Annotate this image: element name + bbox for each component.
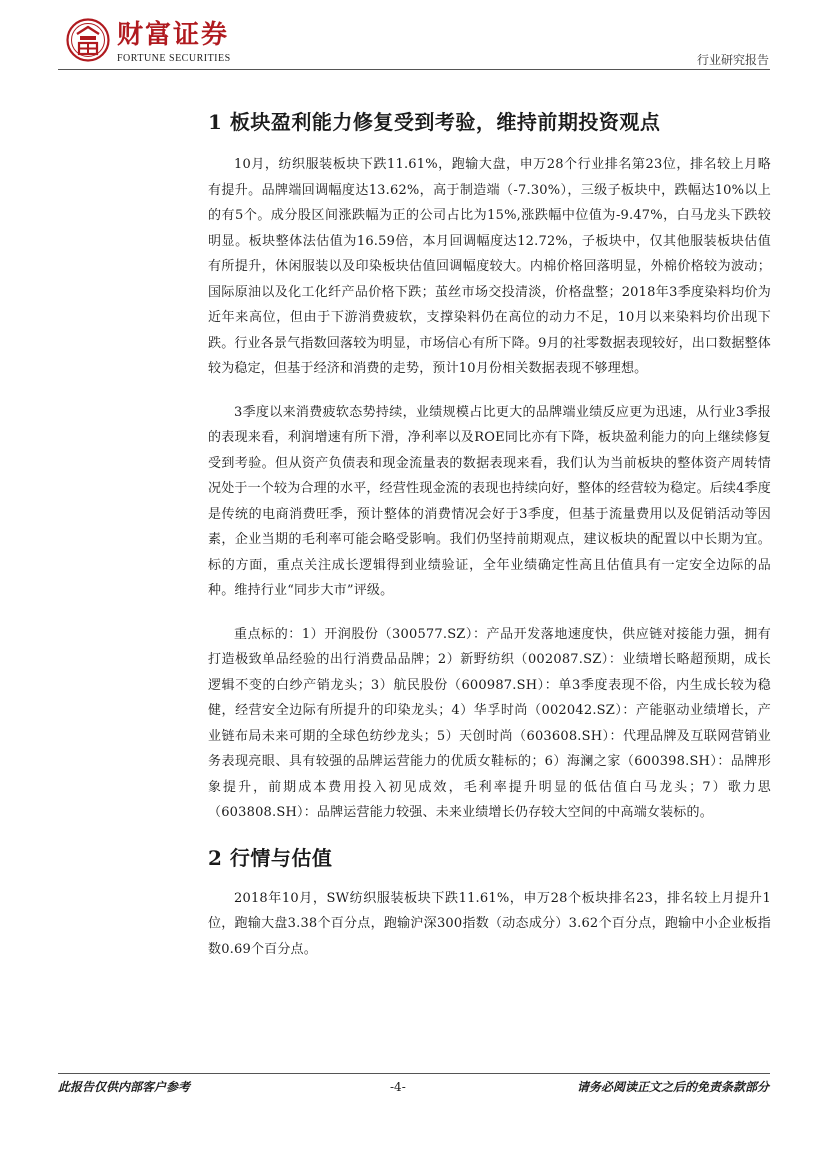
brand-name-cn: 财富证券 <box>117 20 230 50</box>
document-type-label: 行业研究报告 <box>696 53 769 67</box>
fortune-securities-logo-icon <box>66 18 110 62</box>
section-1-paragraph-2: 3季度以来消费疲软态势持续，业绩规模占比更大的品牌端业绩反应更为迅速，从行业3季报的表现来看，利润增速有所下滑，净利率以及ROE同比亦有下降，板块盈利能力的向上继续修复受到考验。但从资产负债表和现金流量表的数据表现来看，我们认为当前板块的整体资产周转情况处于一个较为合理的水平，经营性现金流的表现也持续向好，整体的经营较为稳定。后续4季度是传统的电商消费旺季，预计整体的消费情况会好于3季度，但基于流量费用以及促销活动等因素，企业当期的毛利率可能会略受影响。我们仍坚持前期观点，建议板块的配置以中长期为宜。标的方面，重点关注成长逻辑得到业绩验证，全年业绩确定性高且估值具有一定安全边际的品种。维持行业“同步大市”评级。 <box>208 404 771 598</box>
section-2-paragraph-1: 2018年10月，SW纺织服装板块下跌11.61%，申万28个板块排名23，排名较上月提升1位，跑输大盘3.38个百分点，跑输沪深300指数（动态成分）3.62个百分点，跑输中小企业板指数0.69个百分点。 <box>208 890 771 957</box>
section-1-paragraph-1: 10月，纺织服装板块下跌11.61%，跑输大盘，申万28个行业排名第23位，排名较上月略有提升。品牌端回调幅度达13.62%，高于制造端（-7.30%），三级子板块中，跌幅达10%以上的有5个。成分股区间涨跌幅为正的公司占比为15%,涨跌幅中位值为-9.47%，白马龙头下跌较明显。板块整体法估值为16.59倍，本月回调幅度达12.72%，子板块中，仅其他服装板块估值有所提升，休闲服装以及印染板块估值回调幅度较大。内棉价格回落明显，外棉价格较为波动；国际原油以及化工化纤产品价格下跌；茧丝市场交投清淡，价格盘整；2018年3季度染料均价为近年来高位，但由于下游消费疲软，支撑染料仍在高位的动力不足，10月以来染料均价出现下跌。行业各景气指数回落较为明显，市场信心有所下降。9月的社零数据表现较好，出口数据整体较为稳定，但基于经济和消费的走势，预计10月份相关数据表现不够理想。 <box>208 157 771 376</box>
section-1-paragraph-3: 重点标的：1）开润股份（300577.SZ）：产品开发落地速度快，供应链对接能力强，拥有打造极致单品经验的出行消费品品牌；2）新野纺织（002087.SZ）：业绩增长略超预期，成长逻辑不变的白纱产销龙头；3）航民股份（600987.SH）：单3季度表现不俗，内生成长较为稳健，经营安全边际有所提升的印染龙头；4）华孚时尚（002042.SZ）：产能驱动业绩增长，产业链布局未来可期的全球色纺纱龙头；5）天创时尚（603608.SH）：代理品牌及互联网营销业务表现亮眼、具有较强的品牌运营能力的优质女鞋标的；6）海澜之家（600398.SH）：品牌形象提升，前期成本费用投入初见成效，毛利率提升明显的低估值白马龙头；7）歌力思（603808.SH）：品牌运营能力较强、未来业绩增长仍存较大空间的中高端女装标的。 <box>208 626 771 820</box>
header-divider <box>58 69 770 70</box>
section-2-heading: 2 行情与估值 <box>208 845 333 870</box>
footer-disclaimer-right: 请务必阅读正文之后的免责条款部分 <box>576 1080 769 1094</box>
report-body <box>208 108 771 980</box>
footer-divider <box>58 1073 770 1074</box>
page-number: -4- <box>390 1080 406 1094</box>
brand-name-en: FORTUNE SECURITIES <box>117 53 231 64</box>
section-1-heading: 1 板块盈利能力修复受到考验，维持前期投资观点 <box>208 110 661 134</box>
footer-disclaimer-left: 此报告仅供内部客户参考 <box>58 1080 191 1094</box>
page-header <box>0 0 827 70</box>
